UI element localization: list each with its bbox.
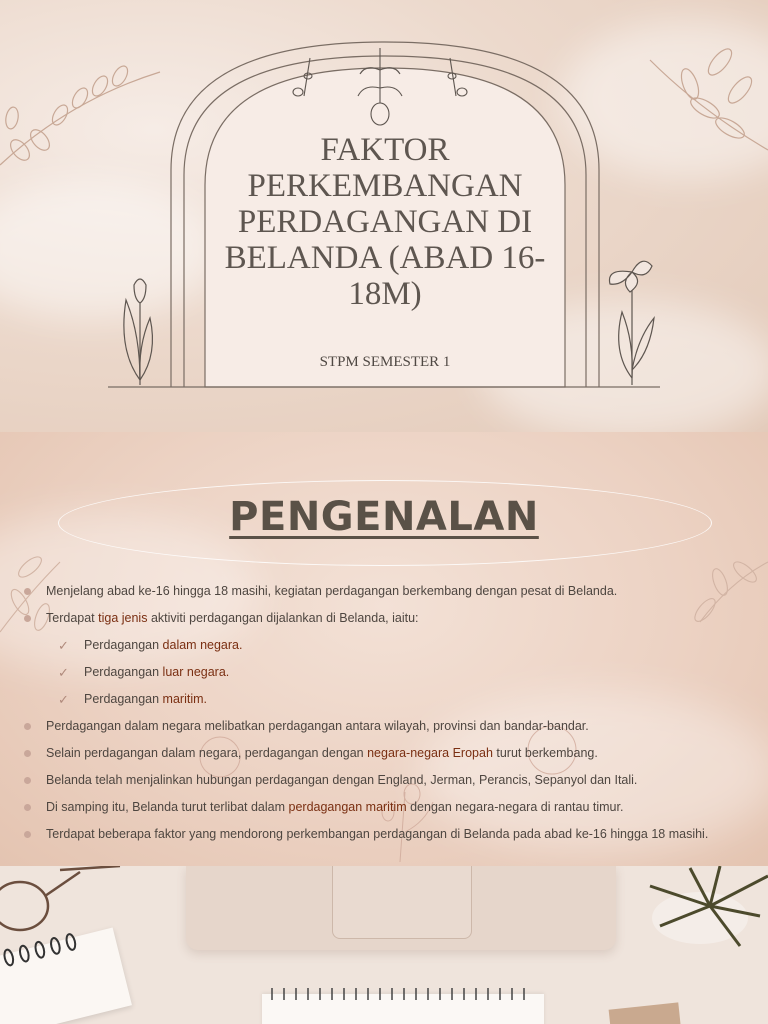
check-icon: ✓	[58, 665, 69, 680]
leaf-branch-icon	[0, 63, 160, 165]
bullet-text: Belanda telah menjalinkan hubungan perdagangan dengan England, Jerman, Perancis, Sepanyol dan Itali.	[46, 773, 638, 787]
bullet-dot	[24, 588, 31, 595]
bullet-text: Di samping itu, Belanda turut terlibat dalam perdagangan maritim dengan negara-negara di rantau timur.	[46, 800, 624, 814]
notebook-image	[0, 927, 132, 1024]
bullet-text: Perdagangan maritim.	[84, 692, 207, 706]
intro-slide	[0, 432, 768, 866]
bullet-list	[24, 578, 754, 848]
list-item	[24, 659, 754, 686]
check-icon: ✓	[58, 638, 69, 653]
list-item	[24, 632, 754, 659]
section-heading: PENGENALAN	[229, 494, 539, 540]
bullet-text: Perdagangan dalam negara melibatkan perdagangan antara wilayah, provinsi dan bandar-bandar.	[46, 719, 589, 733]
bullet-text: Terdapat tiga jenis aktiviti perdagangan dijalankan di Belanda, iaitu:	[46, 611, 419, 625]
list-item	[24, 605, 754, 632]
bullet-dot	[24, 615, 31, 622]
list-item	[24, 821, 754, 848]
leaf-branch-icon	[650, 45, 768, 150]
glasses-icon	[0, 866, 120, 930]
plant-icon	[650, 866, 768, 946]
desk-photo-slide	[0, 866, 768, 1024]
title-slide	[0, 0, 768, 432]
spiral-binding-icon	[262, 988, 544, 1002]
list-item	[24, 740, 754, 767]
slide-subtitle: STPM SEMESTER 1	[319, 354, 451, 370]
bullet-dot	[24, 777, 31, 784]
list-item	[24, 686, 754, 713]
bullet-dot	[24, 750, 31, 757]
list-item	[24, 713, 754, 740]
bullet-text: Terdapat beberapa faktor yang mendorong perkembangan perdagangan di Belanda pada abad ke-16 hingga 18 masihi.	[46, 827, 709, 841]
bullet-dot	[24, 831, 31, 838]
bullet-text: Perdagangan luar negara.	[84, 665, 230, 679]
list-item	[24, 578, 754, 605]
tulip-icon	[124, 279, 153, 385]
check-icon: ✓	[58, 692, 69, 707]
slide-title: FAKTOR PERKEMBANGAN PERDAGANGAN DI BELANDA (ABAD 16-18M)	[224, 132, 546, 312]
bullet-text: Selain perdagangan dalam negara, perdagangan dengan negara-negara Eropah turut berkembang.	[46, 746, 598, 760]
list-item	[24, 767, 754, 794]
bullet-text: Menjelang abad ke-16 hingga 18 masihi, kegiatan perdagangan berkembang dengan pesat di Belanda.	[46, 584, 618, 598]
bullet-text: Perdagangan dalam negara.	[84, 638, 243, 652]
paper-image	[262, 994, 544, 1024]
bullet-dot	[24, 723, 31, 730]
bullet-dot	[24, 804, 31, 811]
lily-icon	[609, 261, 654, 385]
list-item	[24, 794, 754, 821]
